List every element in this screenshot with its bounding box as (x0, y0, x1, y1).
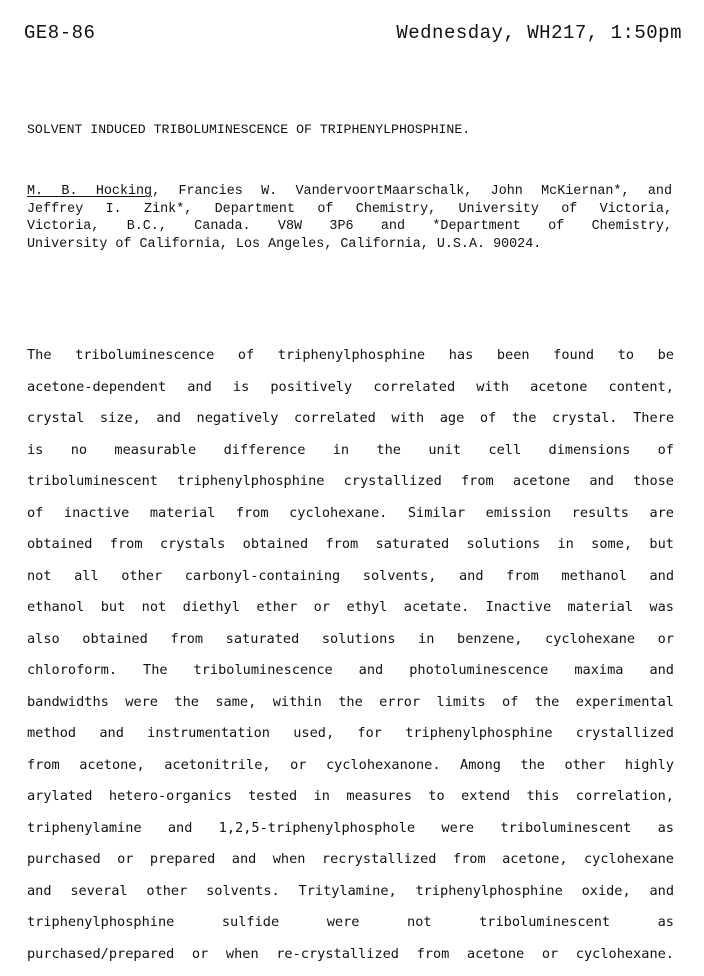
abstract-line: ethanol but not diethyl ether or ethyl acetate. Inactive material was (27, 599, 674, 615)
abstract-line: acetone-dependent and is positively correlated with acetone content, (27, 378, 674, 395)
session-info: Wednesday, WH217, 1:50pm (396, 22, 682, 44)
abstract-line: crystal size, and negatively correlated with age of the crystal. There (27, 410, 674, 426)
author-line (27, 183, 672, 201)
presenting-author: M. B. Hocking (27, 184, 153, 199)
abstract-line: arylated hetero-organics tested in measures to extend this correlation, (27, 788, 674, 804)
paper-title: SOLVENT INDUCED TRIBOLUMINESCENCE OF TRIPHENYLPHOSPHINE. (27, 122, 471, 137)
abstract-line: method and instrumentation used, for triphenylphosphine crystallized (27, 725, 674, 741)
abstract-line: from acetone, acetonitrile, or cyclohexanone. Among the other highly (27, 756, 674, 773)
author-line-text: , Francies W. VandervoortMaarschalk, John McKiernan*, and (152, 184, 672, 199)
abstract-line: purchased or prepared and when recrystallized from acetone, cyclohexane (27, 851, 674, 867)
abstract-line: and several other solvents. Tritylamine, triphenylphosphine oxide, and (27, 882, 674, 899)
abstract-line: is no measurable difference in the unit cell dimensions of (27, 441, 674, 458)
abstract-body (27, 340, 674, 970)
abstract-line: The triboluminescence of triphenylphosphine has been found to be (27, 347, 674, 363)
abstract-line: triboluminescent triphenylphosphine crystallized from acetone and those (27, 473, 674, 489)
author-line: Jeffrey I. Zink*, Department of Chemistry, University of Victoria, (27, 201, 672, 217)
abstract-line: not all other carbonyl-containing solvents, and from methanol and (27, 567, 674, 584)
author-line: University of California, Los Angeles, California, U.S.A. 90024. (27, 236, 542, 252)
author-line: Victoria, B.C., Canada. V8W 3P6 and *Department of Chemistry, (27, 219, 672, 234)
abstract-line: purchased/prepared or when re-crystallized from acetone or cyclohexane. (27, 945, 674, 962)
abstract-line: chloroform. The triboluminescence and photoluminescence maxima and (27, 662, 674, 678)
abstract-line: also obtained from saturated solutions in benzene, cyclohexane or (27, 630, 674, 647)
abstract-line: triphenylphosphine sulfide were not triboluminescent as (27, 914, 674, 930)
author-block (27, 183, 672, 253)
abstract-line: bandwidths were the same, within the error limits of the experimental (27, 693, 674, 710)
abstract-line: of inactive material from cyclohexane. Similar emission results are (27, 504, 674, 521)
abstract-line: triphenylamine and 1,2,5-triphenylphosphole were triboluminescent as (27, 819, 674, 836)
session-code: GE8-86 (24, 22, 96, 44)
abstract-line: obtained from crystals obtained from saturated solutions in some, but (27, 536, 674, 552)
